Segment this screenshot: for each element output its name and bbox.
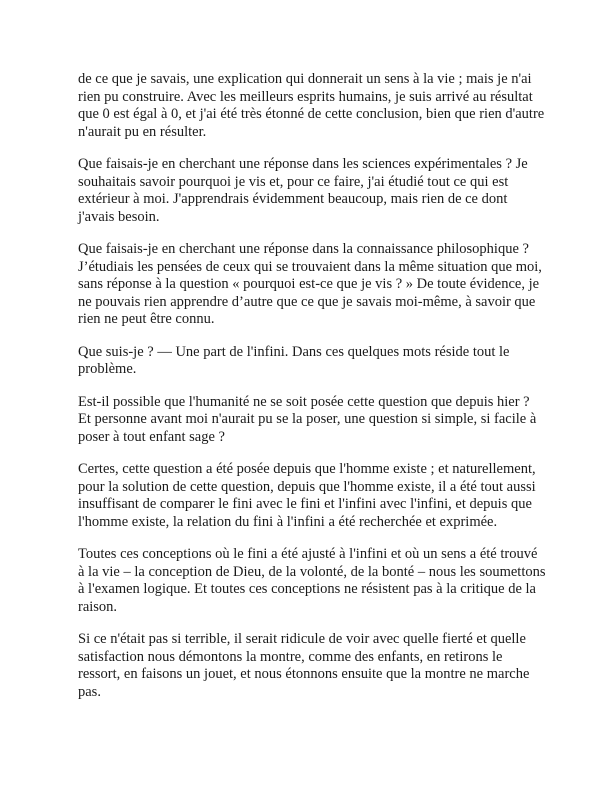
paragraph-5: Est-il possible que l'humanité ne se soit posée cette question que depuis hier ? Et personne avant moi n'aurait pu se la poser, une question si simple, si facile à poser à tout enfant sage ?: [78, 393, 537, 445]
paragraph-4: Que suis-je ? — Une part de l'infini. Dans ces quelques mots réside tout le problème.: [78, 343, 510, 377]
paragraph-1: de ce que je savais, une explication qui donnerait un sens à la vie ; mais je n'ai rien pu construire. Avec les meilleurs esprits humains, je suis arrivé au résultat que 0 est égal à 0, et j'ai été très étonné de cette conclusion, bien que rien d'autre n'aurait pu en résulter.: [78, 71, 545, 140]
document-page: [78, 71, 546, 716]
paragraph-6: Certes, cette question a été posée depuis que l'homme existe ; et naturellement, pour la solution de cette question, depuis que l'homme existe, il a été tout aussi insuffisant de comparer le fini avec le fini et l'infini avec l'infini, et depuis que l'homme existe, la relation du fini à l'infini a été recherchée et exprimée.: [78, 461, 536, 530]
paragraph-2: Que faisais-je en cherchant une réponse dans les sciences expérimentales ? Je souhaitais savoir pourquoi je vis et, pour ce faire, j'ai étudié tout ce qui est extérieur à moi. J'apprendrais évidemment beaucoup, mais rien de ce dont j'avais besoin.: [78, 156, 528, 225]
paragraph-7: Toutes ces conceptions où le fini a été ajusté à l'infini et où un sens a été trouvé à la vie – la conception de Dieu, de la volonté, de la bonté – nous les soumettons à l'examen logique. Et toutes ces conceptions ne résistent pas à la critique de la raison.: [78, 546, 546, 615]
paragraph-8: Si ce n'était pas si terrible, il serait ridicule de voir avec quelle fierté et quelle satisfaction nous démontons la montre, comme des enfants, en retirons le ressort, en faisons un jouet, et nous étonnons ensuite que la montre ne marche pas.: [78, 631, 530, 700]
paragraph-3: Que faisais-je en cherchant une réponse dans la connaissance philosophique ? J’étudiais les pensées de ceux qui se trouvaient dans la même situation que moi, sans réponse à la question « pourquoi est-ce que je vis ? » De toute évidence, je ne pouvais rien apprendre d’autre que ce que je savais moi-même, à savoir que rien ne peut être connu.: [78, 241, 542, 327]
